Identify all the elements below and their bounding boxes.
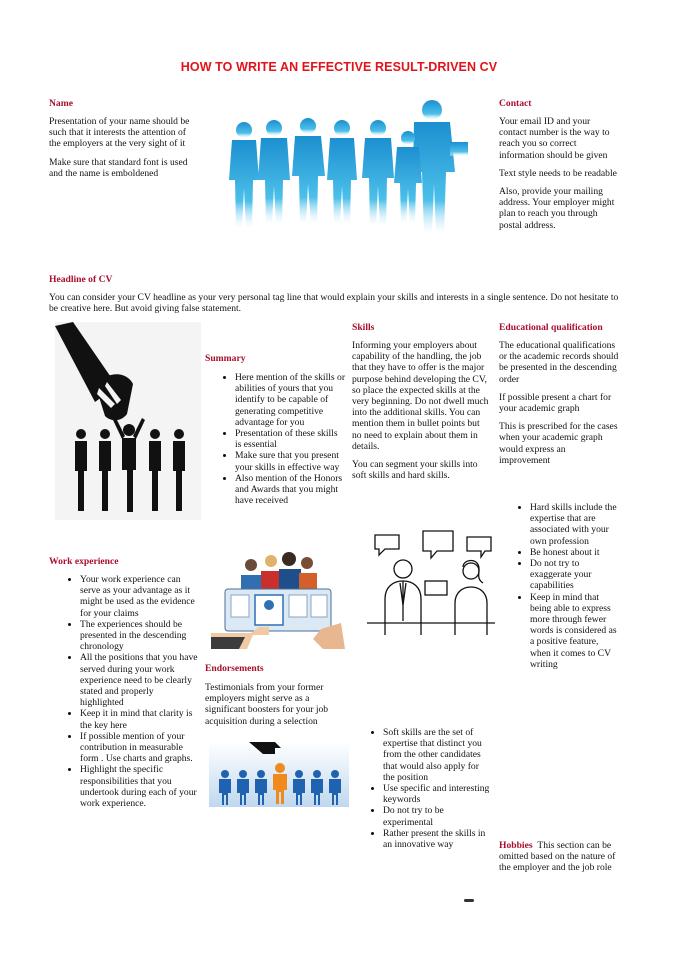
page-title: HOW TO WRITE AN EFFECTIVE RESULT-DRIVEN CV [180, 60, 498, 74]
work-experience-item: • Keep it in mind that clarity is the key here [80, 708, 199, 730]
conversation-illustration [367, 525, 495, 643]
hobbies-section [499, 840, 619, 874]
skills-paragraph-2: You can segment your skills into soft skills and hard skills. [352, 459, 478, 482]
hard-skills-list [512, 502, 620, 670]
summary-item: • Also mention of the Honors and Awards that you might have received [235, 473, 346, 507]
summary-heading: Summary [205, 353, 246, 364]
skills-text [352, 340, 489, 488]
soft-skills-item: • Use specific and interesting keywords [383, 783, 492, 805]
contact-text [499, 116, 617, 238]
soft-skills-item: • Soft skills are the set of expertise that distinct you from the other candidates that would also apply for the position [383, 727, 492, 783]
contact-paragraph-3: Also, provide your mailing address. Your employer might plan to reach you through postal address. [499, 186, 615, 231]
contact-paragraph-1: Your email ID and your contact number is the way to reach you so correct information should be given [499, 116, 610, 161]
name-text [49, 116, 199, 186]
hard-skills-item: • Keep in mind that being able to express more through fewer words is considered as a positive feature, when it comes to CV writing [530, 592, 620, 670]
work-experience-item: • All the positions that you have served during your work experience need to be clearly stated and properly highlighted [80, 652, 199, 708]
name-paragraph-2: Make sure that standard font is used and the name is emboldened [49, 156, 188, 179]
headline-heading: Headline of CV [49, 274, 113, 285]
soft-skills-item: • Do not try to be experimental [383, 805, 492, 827]
hard-skills-item: • Be honest about it [530, 547, 620, 558]
work-experience-heading: Work experience [49, 556, 119, 567]
headline-text: You can consider your CV headline as your very personal tag line that would explain your skills and interests in a single sentence. Do not hesitate to be creative here. But avoid giving false statement. [49, 292, 619, 315]
pointing-hand-people-image [55, 322, 201, 520]
page-mark [464, 899, 474, 902]
hobbies-heading: Hobbies [499, 840, 533, 851]
name-heading: Name [49, 98, 73, 109]
online-candidates-image [211, 541, 345, 649]
contact-heading: Contact [499, 98, 532, 109]
education-paragraph-1: The educational qualifications or the academic records should be presented in the descending order [499, 340, 619, 385]
hard-skills-item: • Do not try to exaggerate your capabilities [530, 558, 620, 592]
education-heading: Educational qualification [499, 322, 603, 333]
hard-skills-item: • Hard skills include the expertise that are associated with your own profession [530, 502, 620, 547]
soft-skills-list [365, 727, 492, 850]
soft-skills-item: • Rather present the skills in an innovative way [383, 828, 492, 850]
summary-list [217, 372, 346, 506]
education-paragraph-3: This is prescribed for the cases when your academic graph would express an improvement [499, 421, 618, 466]
skills-heading: Skills [352, 322, 375, 333]
work-experience-item: • Highlight the specific responsibilities that you undertook during each of your work experience. [80, 764, 199, 809]
work-experience-list [62, 574, 199, 809]
endorsements-text: Testimonials from your former employers might serve as a significant boosters for your job acquisition during a selection [205, 682, 329, 727]
business-team-silhouette-image [226, 98, 490, 236]
summary-item: • Here mention of the skills or abilities of yours that you identify to be capable of generating competitive advantage for you [235, 372, 346, 428]
education-text [499, 340, 619, 473]
contact-paragraph-2: Text style needs to be readable [499, 167, 617, 179]
work-experience-item: • Your work experience can serve as your advantage as it might be used as the evidence for your claims [80, 574, 199, 619]
endorsements-heading: Endorsements [205, 663, 264, 674]
work-experience-item: • If possible mention of your contribution in measurable form . Use charts and graphs. [80, 731, 199, 765]
candidate-selection-image [209, 742, 349, 807]
summary-item: • Presentation of these skills is essential [235, 428, 346, 450]
skills-paragraph-1: Informing your employers about capability of the handling, the job that they have to offer is the major purpose behind developing the CV, so place the expected skills at the very beginning. Do not dwell much into the additional skills. You can mention them in bullet points but no need to explain about them in details. [352, 340, 489, 452]
summary-item: • Make sure that you present your skills in effective way [235, 450, 346, 472]
education-paragraph-2: If possible present a chart for your academic graph [499, 391, 612, 415]
hobbies-text: This section can be omitted based on the nature of the employer and the job role [499, 840, 616, 874]
name-paragraph-1: Presentation of your name should be such that it interests the attention of the employers at the very sight of it [49, 116, 190, 150]
work-experience-item: • The experiences should be presented in the descending chronology [80, 619, 199, 653]
